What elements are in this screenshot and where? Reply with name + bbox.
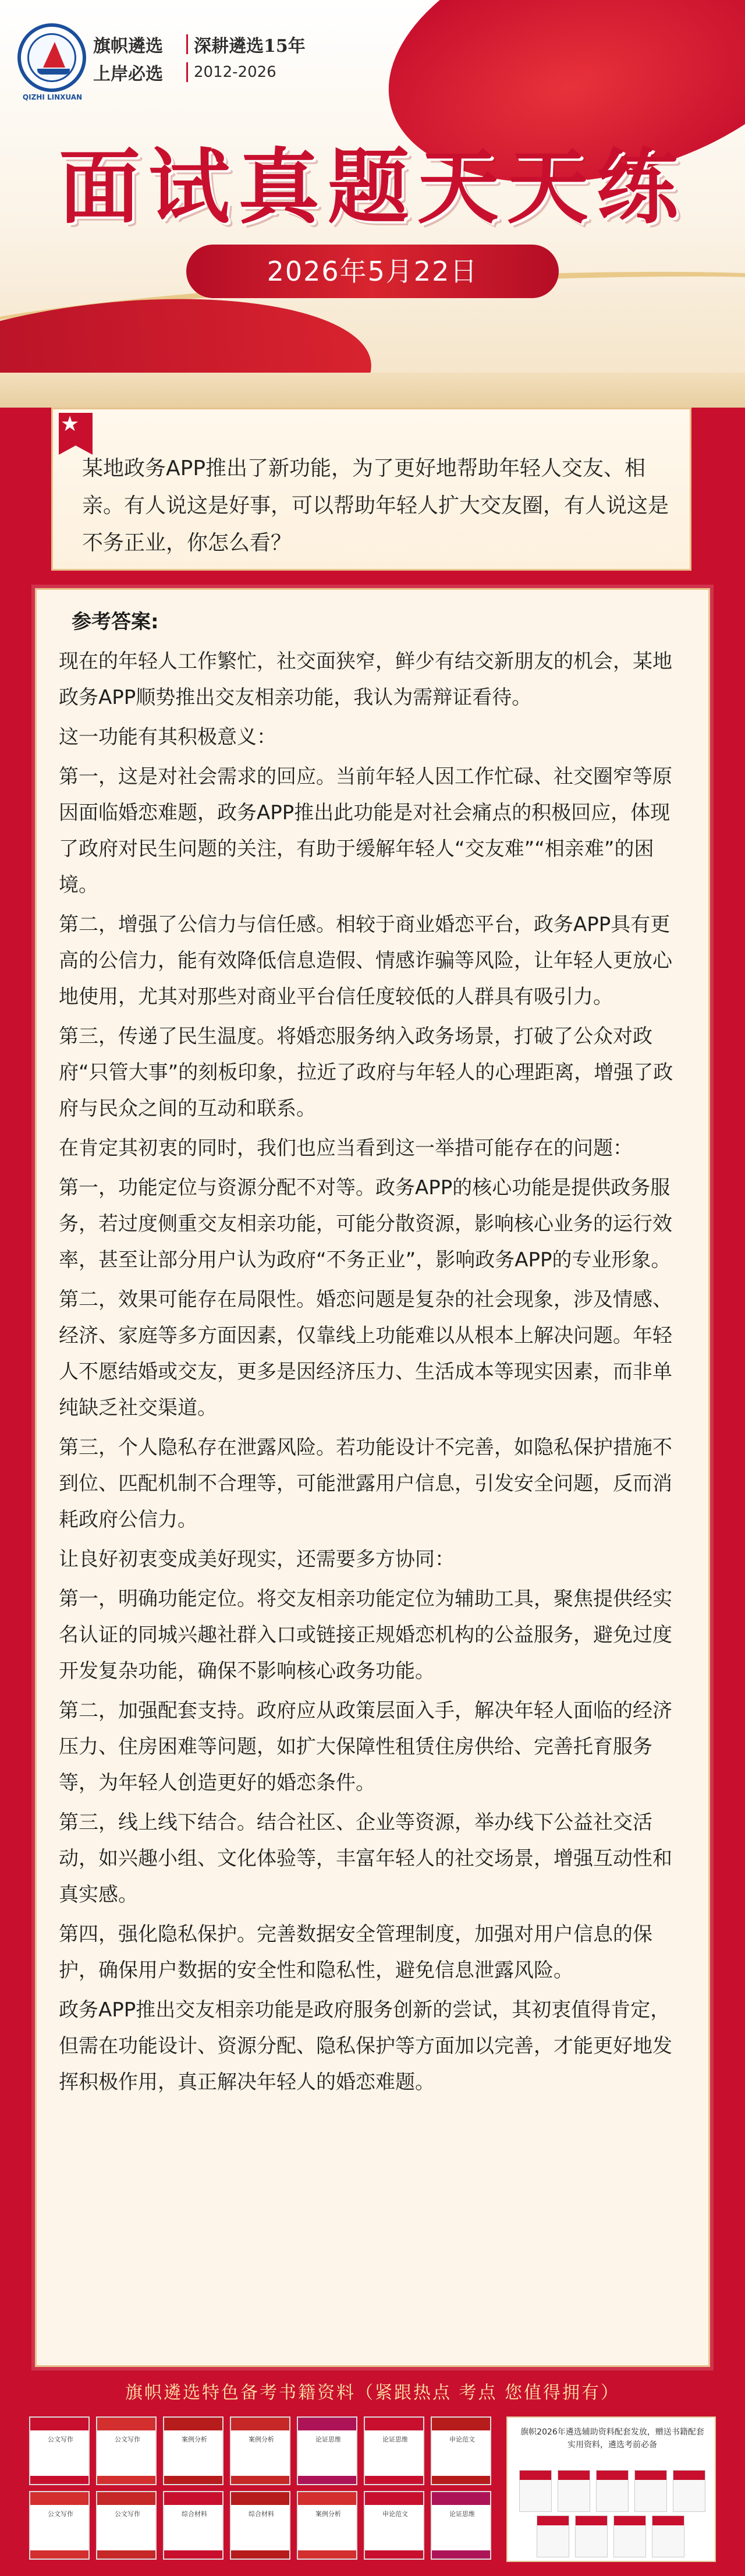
book-title: 公文写作 [115, 2510, 140, 2518]
answer-paragraph: 这一功能有其积极意义： [59, 726, 276, 749]
book-cover [230, 2491, 290, 2560]
page-title: 面试真题天天练 [58, 140, 686, 235]
book-cover [29, 2491, 90, 2560]
book-title: 综合材料 [249, 2510, 274, 2518]
logo-ring-text: QIZHI LINXUAN [22, 93, 83, 101]
book-cover [163, 2491, 224, 2560]
mini-book [575, 2515, 608, 2557]
book-title: 申论范文 [449, 2436, 475, 2443]
book-cover [29, 2416, 90, 2485]
book-title: 论证思维 [315, 2436, 341, 2443]
book-cover [96, 2416, 157, 2485]
answer-paragraph: 第三，线上线下结合。结合社区、企业等资源，举办线下公益社交活动，如兴趣小组、文化体验等，丰富年轻人的社交场景，增强互动性和真实感。 [59, 1811, 672, 1906]
book-cover [96, 2491, 157, 2560]
book-cover [364, 2491, 424, 2560]
book-cover [431, 2416, 491, 2485]
answer-paragraph: 在肯定其初衷的同时，我们也应当看到这一举措可能存在的问题： [59, 1137, 633, 1160]
mini-book [673, 2470, 705, 2512]
book-title: 综合材料 [182, 2510, 207, 2518]
book-title: 公文写作 [115, 2436, 140, 2443]
book-cover [364, 2416, 424, 2485]
answer-paragraph: 第二，加强配套支持。政府应从政策层面入手，解决年轻人面临的经济压力、住房困难等问题，如扩大保障性租赁住房供给、完善托育服务等，为年轻人创造更好的婚恋条件。 [59, 1699, 672, 1795]
mini-book [634, 2470, 667, 2512]
header-bottom-band [0, 373, 745, 408]
answer-card [35, 588, 710, 2367]
brand-block [93, 30, 306, 86]
logo-sail-icon [27, 33, 76, 82]
answer-paragraph: 第二，效果可能存在局限性。婚恋问题是复杂的社会现象，涉及情感、经济、家庭等多方面因素，仅靠线上功能难以从根本上解决问题。年轻人不愿结婚或交友，更多是因经济压力、生活成本等现实因素，而非单纯缺乏社交渠道。 [59, 1288, 672, 1420]
brand-slogan: 上岸必选 [93, 64, 163, 84]
answer-paragraph: 第三，个人隐私存在泄露风险。若功能设计不完善，如隐私保护措施不到位、匹配机制不合理等，可能泄露用户信息，引发安全问题，反而消耗政府公信力。 [59, 1436, 672, 1531]
header [0, 0, 745, 408]
answer-body [59, 604, 687, 2100]
mini-book [652, 2515, 684, 2557]
book-title: 申论范文 [382, 2510, 408, 2518]
answer-paragraph: 第三，传递了民生温度。将婚恋服务纳入政务场景，打破了公众对政府“只管大事”的刻板印象，拉近了政府与年轻人的心理距离，增强了政府与民众之间的互动和联系。 [59, 1025, 673, 1120]
book-title: 案例分析 [315, 2510, 341, 2518]
answer-paragraph: 第一，明确功能定位。将交友相亲功能定位为辅助工具，聚焦提供经实名认证的同城兴趣社群入口或链接正规婚恋机构的公益服务，避免过度开发复杂功能，确保不影响核心政务功能。 [59, 1587, 672, 1683]
answer-paragraph: 第四，强化隐私保护。完善数据安全管理制度，加强对用户信息的保护，确保用户数据的安全性和隐私性，避免信息泄露风险。 [59, 1923, 652, 1982]
answer-paragraph: 第一，这是对社会需求的回应。当前年轻人因工作忙碌、社交圈窄等原因面临婚恋难题，政务APP推出此功能是对社会痛点的积极回应，体现了政府对民生问题的关注，有助于缓解年轻人“交友难”“相亲难”的困境。 [59, 765, 672, 897]
book-title: 案例分析 [182, 2436, 207, 2443]
mini-book [519, 2470, 552, 2512]
answer-paragraph: 现在的年轻人工作繁忙，社交面狭窄，鲜少有结交新朋友的机会，某地政务APP顺势推出交友相亲功能，我认为需辩证看待。 [59, 650, 672, 709]
book-title: 公文写作 [48, 2510, 73, 2518]
date-badge: 2026年5月22日 [186, 245, 559, 298]
mini-book [537, 2515, 569, 2557]
brand-name: 旗帜遴选 [93, 36, 163, 56]
promo-card [506, 2416, 716, 2562]
book-cover [230, 2416, 290, 2485]
star-icon: ★ [60, 412, 80, 436]
book-title: 论证思维 [449, 2510, 475, 2518]
answer-label: 参考答案: [72, 610, 159, 634]
promo-text: 旗帜2026年遴选辅助资料配套发放，赠送书籍配套实用资料，遴选考前必备 [520, 2428, 704, 2450]
brand-logo [17, 23, 86, 92]
brand-years: 2012-2026 [194, 63, 276, 81]
answer-paragraph: 政务APP推出交友相亲功能是政府服务创新的尝试，其初衷值得肯定，但需在功能设计、资源分配、隐私保护等方面加以完善，才能更好地发挥积极作用，真正解决年轻人的婚恋难题。 [59, 1998, 672, 2094]
book-cover [163, 2416, 224, 2485]
mini-book [596, 2470, 629, 2512]
book-cover [297, 2491, 357, 2560]
mini-book [613, 2515, 646, 2557]
brand-divider [186, 62, 188, 82]
footer-banner: 旗帜遴选特色备考书籍资料（紧跟热点 考点 您值得拥有） [125, 2383, 620, 2403]
book-title: 公文写作 [48, 2436, 73, 2443]
answer-paragraph: 让良好初衷变成美好现实，还需要多方协同： [59, 1548, 455, 1571]
question-text: 某地政务APP推出了新功能，为了更好地帮助年轻人交友、相亲。有人说这是好事，可以帮助年轻人扩大交友圈，有人说这是不务正业，你怎么看？ [82, 457, 669, 555]
answer-paragraph: 第二，增强了公信力与信任感。相较于商业婚恋平台，政务APP具有更高的公信力，能有效降低信息造假、情感诈骗等风险，让年轻人更放心地使用，尤其对那些对商业平台信任度较低的人群具有吸引力。 [59, 913, 672, 1009]
answer-paragraph: 第一，功能定位与资源分配不对等。政务APP的核心功能是提供政务服务，若过度侧重交友相亲功能，可能分散资源，影响核心业务的运行效率，甚至让部分用户认为政府“不务正业”，影响政务APP的专业形象。 [59, 1176, 672, 1272]
question-card [51, 408, 691, 571]
book-title: 论证思维 [382, 2436, 408, 2443]
mini-book [558, 2470, 590, 2512]
brand-tagline: 深耕遴选15年 [194, 36, 306, 56]
book-cover [431, 2491, 491, 2560]
brand-divider [186, 34, 188, 54]
book-title: 案例分析 [249, 2436, 274, 2443]
book-cover [297, 2416, 357, 2485]
book-showcase [29, 2416, 716, 2562]
